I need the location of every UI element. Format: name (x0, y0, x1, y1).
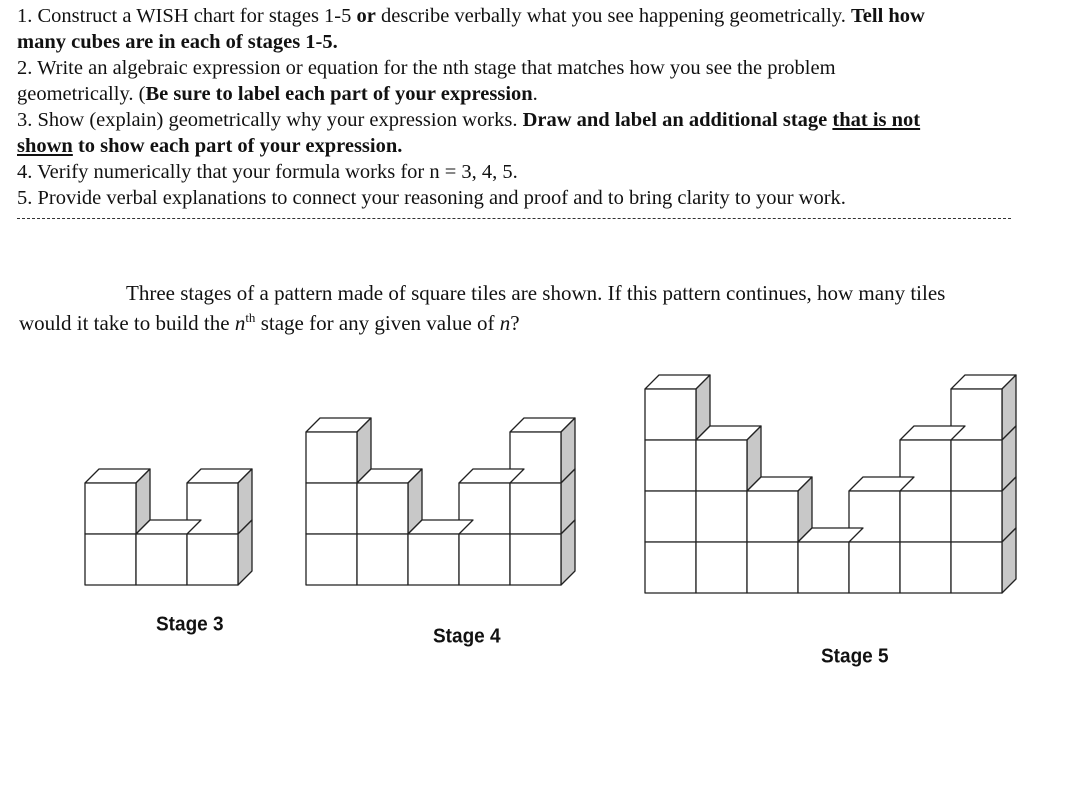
cube-tile (951, 440, 1002, 491)
instruction-line-2: many cubes are in each of stages 1-5. (17, 31, 338, 53)
cube-tile (459, 534, 510, 585)
cube-tile (510, 534, 561, 585)
cube-tile (306, 483, 357, 534)
problem-statement (19, 278, 1049, 338)
cube-tile (951, 491, 1002, 542)
cube-tile (747, 542, 798, 593)
cube-tile (849, 542, 900, 593)
stage-3-label: Stage 3 (156, 613, 224, 636)
cube-tile (645, 389, 696, 440)
cube-tile (645, 542, 696, 593)
cube-tile (306, 534, 357, 585)
cube-tile (187, 534, 238, 585)
instruction-line-1: 1. Construct a WISH chart for stages 1-5 or describe verbally what you see happening geometrically. Tell how (17, 5, 925, 27)
cube-tile (696, 542, 747, 593)
cube-tile (696, 491, 747, 542)
instruction-line-4: geometrically. (Be sure to label each part of your expression. (17, 83, 538, 105)
instruction-line-8: 5. Provide verbal explanations to connect your reasoning and proof and to bring clarity to your work. (17, 187, 846, 209)
instruction-line-5: 3. Show (explain) geometrically why your expression works. Draw and label an additional stage that is not (17, 109, 921, 131)
cube-tile (357, 483, 408, 534)
cube-tile (951, 542, 1002, 593)
cube-tile (645, 491, 696, 542)
instructions (17, 3, 1047, 211)
cube-tile (747, 491, 798, 542)
instruction-line-6: shown to show each part of your expression. (17, 135, 403, 157)
problem-line-2: would it take to build the $n^{th}$ stage for any given value of n? (19, 310, 520, 335)
stage-3-figure (85, 469, 252, 585)
cube-tile (696, 440, 747, 491)
stage-5-figure (645, 375, 1016, 593)
cube-tile (900, 542, 951, 593)
cube-tile (645, 440, 696, 491)
cube-tile (798, 542, 849, 593)
cube-tile (510, 483, 561, 534)
instruction-line-3: 2. Write an algebraic expression or equation for the nth stage that matches how you see the problem (17, 57, 836, 79)
cube-tile (136, 534, 187, 585)
cube-tile (408, 534, 459, 585)
dashed-divider (17, 218, 1011, 219)
cube-tile (85, 483, 136, 534)
instruction-line-7: 4. Verify numerically that your formula works for n = 3, 4, 5. (17, 161, 518, 183)
stage-4-label: Stage 4 (433, 625, 501, 648)
stage-4-figure (306, 418, 575, 585)
stage-5-label: Stage 5 (821, 645, 889, 668)
cube-tile (306, 432, 357, 483)
cube-tile (85, 534, 136, 585)
problem-line-1: Three stages of a pattern made of square tiles are shown. If this pattern continues, how many tiles (126, 281, 946, 305)
cube-tile (900, 491, 951, 542)
cube-tile (357, 534, 408, 585)
pattern-figure (0, 370, 1075, 610)
